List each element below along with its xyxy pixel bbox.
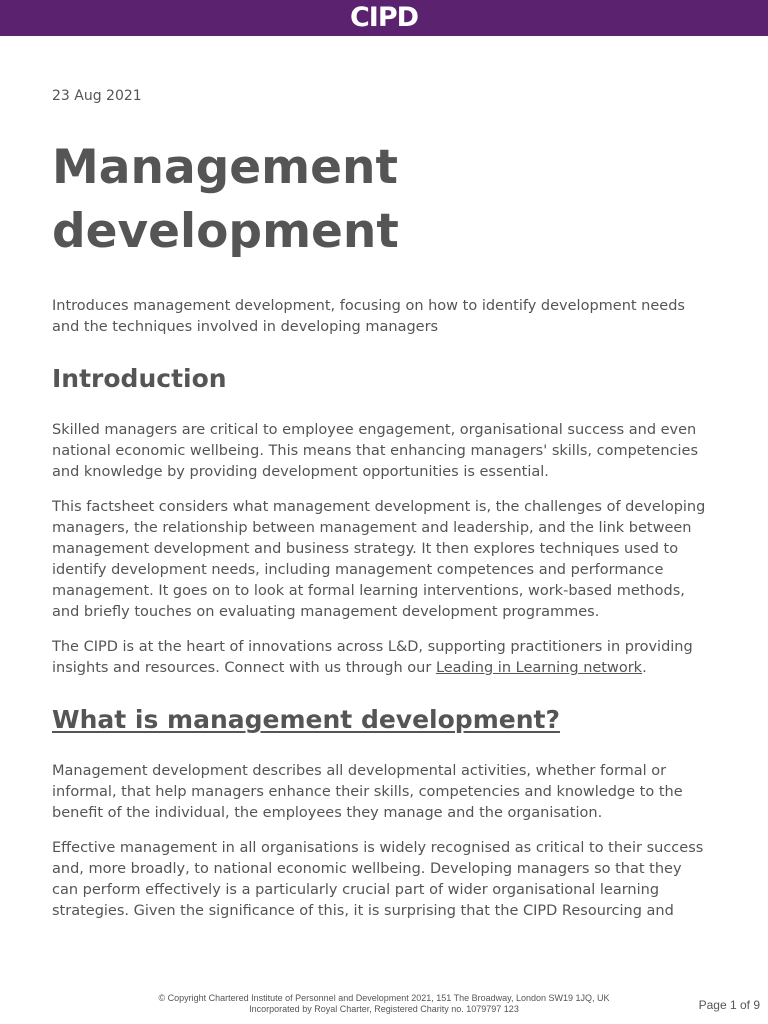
article-body xyxy=(52,86,712,922)
header-bar xyxy=(0,0,768,36)
article-summary: Introduces management development, focusing on how to identify development needs and the techniques involved in developing managers xyxy=(52,298,685,335)
page-title: Management development xyxy=(52,140,399,259)
copyright-line: © Copyright Chartered Institute of Personnel and Development 2021, 151 The Broadway, London SW19 1JQ, UK xyxy=(158,993,610,1003)
paragraph-text: The CIPD is at the heart of innovations across L&D, supporting practitioners in providing insights and resources. Connect with us through our xyxy=(52,639,693,676)
paragraph: This factsheet considers what management development is, the challenges of developing managers, the relationship between management and leadership, and the link between management development and business strategy. It then explores techniques used to identify development needs, including management competences and performance management. It goes on to look at formal learning interventions, work-based methods, and briefly touches on evaluating management development programmes. xyxy=(52,499,706,620)
publish-date: 23 Aug 2021 xyxy=(52,88,142,104)
section-heading-introduction: Introduction xyxy=(52,364,227,393)
cipd-logo: CIPD xyxy=(349,2,419,33)
paragraph-with-link xyxy=(52,637,712,679)
charter-line: Incorporated by Royal Charter, Registered Charity no. 1079797 123 xyxy=(249,1004,519,1014)
footer-copyright xyxy=(100,993,668,1015)
section-heading-what-is-management-development[interactable]: What is management development? xyxy=(52,705,560,734)
leading-in-learning-link[interactable]: Leading in Learning network xyxy=(435,660,643,676)
page-number: Page 1 of 9 xyxy=(698,998,760,1012)
paragraph: Management development describes all developmental activities, whether formal or informal, that help managers enhance their skills, competencies and knowledge to the benefit of the individual, the employees they manage and the organisation. xyxy=(52,763,683,821)
paragraph-text: . xyxy=(642,660,647,676)
page-footer xyxy=(0,993,768,1019)
paragraph: Effective management in all organisations is widely recognised as critical to their success and, more broadly, to national economic wellbeing. Developing managers so that they can perform effectively is a particularly crucial part of wider organisational learning strategies. Given the significance of this, it is surprising that the CIPD Resourcing and xyxy=(52,840,704,919)
paragraph: Skilled managers are critical to employee engagement, organisational success and even national economic wellbeing. This means that enhancing managers' skills, competencies and knowledge by providing development opportunities is essential. xyxy=(52,422,698,480)
